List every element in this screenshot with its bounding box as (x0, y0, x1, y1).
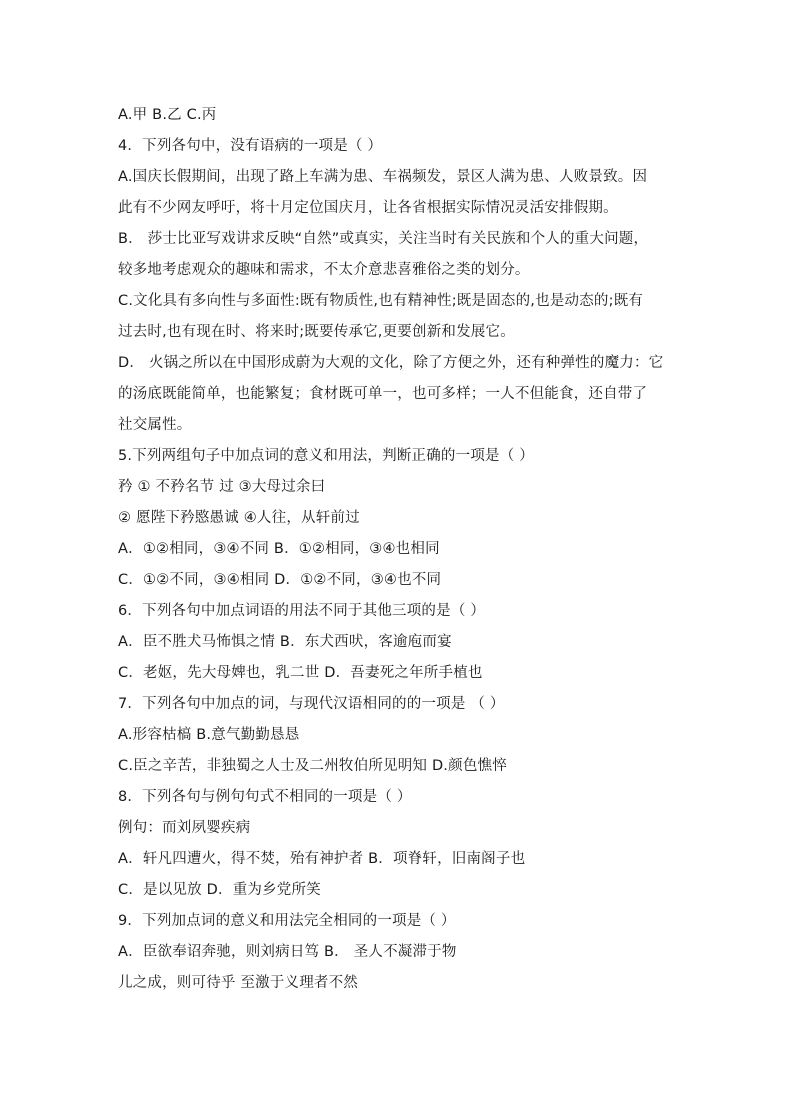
question-7-stem: 7．下列各句中加点的词，与现代汉语相同的的一项是 （ ） (118, 696, 505, 712)
question-7-options-cd: C.臣之辛苦，非独蜀之人士及二州牧伯所见明知 D.颜色憔悴 (118, 758, 507, 774)
question-4-option-d: D． 火锅之所以在中国形成蔚为大观的文化，除了方便之外，还有种弹性的魔力：它 (118, 355, 664, 371)
question-5-group-1: 矜 ① 不矜名节 过 ③大母过余曰 (118, 479, 326, 495)
question-4-option-c-cont: 过去时,也有现在时、将来时;既要传承它,更要创新和发展它。 (118, 324, 515, 340)
question-8-example: 例句：而刘夙婴疾病 (118, 820, 251, 836)
question-6-options-cd: C．老妪，先大母婢也，乳二世 D．吾妻死之年所手植也 (118, 665, 483, 681)
question-5-options-cd: C．①②不同，③④相同 D．①②不同，③④也不同 (118, 572, 442, 588)
question-7-options-ab: A.形容枯槁 B.意气勤勤恳恳 (118, 727, 300, 743)
question-6-stem: 6．下列各句中加点词语的用法不同于其他三项的是（ ） (118, 603, 486, 619)
question-8-stem: 8．下列各句与例句句式不相同的一项是（ ） (118, 789, 412, 805)
question-8-options-cd: C．是以见放 D．重为乡党所笑 (118, 882, 321, 898)
question-5-stem: 5.下列两组句子中加点词的意义和用法，判断正确的一项是（ ） (118, 448, 534, 464)
question-4-option-a-cont: 此有不少网友呼吁，将十月定位国庆月，让各省根据实际情况灵活安排假期。 (118, 200, 618, 216)
question-8-options-ab: A．轩凡四遭火，得不焚，殆有神护者 B．项脊轩，旧南阁子也 (118, 851, 526, 867)
question-4-option-a: A.国庆长假期间，出现了路上车满为患、车祸频发，景区人满为患、人败景致。因 (118, 169, 648, 185)
document-body (118, 100, 678, 999)
question-9-options-cont: 儿之成，则可待乎 至激于义理者不然 (118, 975, 359, 991)
question-4-option-d-cont-2: 社交属性。 (118, 417, 192, 433)
question-9-options-ab: A．臣欲奉诏奔驰，则刘病日笃 B． 圣人不凝滞于物 (118, 944, 457, 960)
question-5-group-2: ② 愿陛下矜愍愚诚 ④人往，从轩前过 (118, 510, 360, 526)
question-4-option-c: C.文化具有多向性与多面性:既有物质性,也有精神性;既是固态的,也是动态的;既有 (118, 293, 644, 309)
answer-options-q3: A.甲 B.乙 C.丙 (118, 107, 217, 123)
question-6-options-ab: A．臣不胜犬马怖惧之情 B．东犬西吠，客逾庖而宴 (118, 634, 452, 650)
question-4-option-b-cont: 较多地考虑观众的趣味和需求，不太介意悲喜雅俗之类的划分。 (118, 262, 530, 278)
question-9-stem: 9．下列加点词的意义和用法完全相同的一项是（ ） (118, 913, 456, 929)
question-4-option-d-cont: 的汤底既能简单，也能繁复；食材既可单一，也可多样；一人不但能食，还自带了 (118, 386, 648, 402)
question-4-stem: 4．下列各句中，没有语病的一项是（ ） (118, 138, 383, 154)
question-4-option-b: B． 莎士比亚写戏讲求反映“自然”或真实，关注当时有关民族和个人的重大问题， (118, 231, 649, 247)
question-5-options-ab: A．①②相同，③④不同 B．①②相同，③④也相同 (118, 541, 440, 557)
